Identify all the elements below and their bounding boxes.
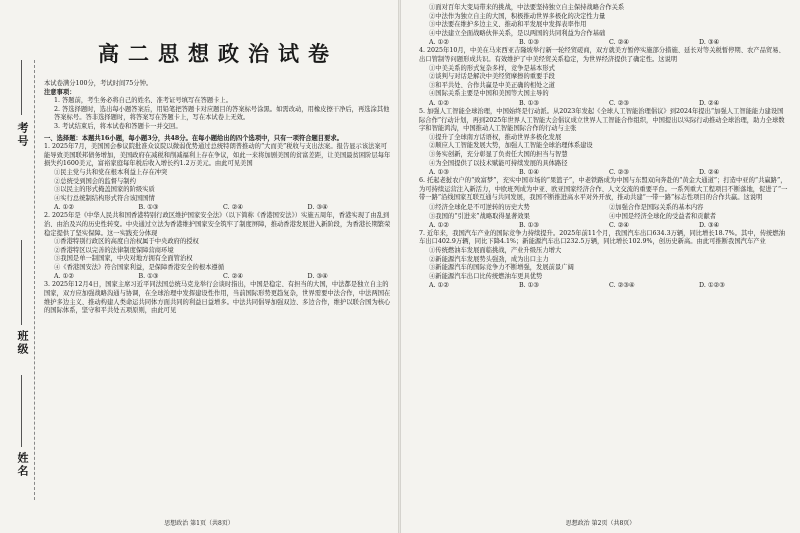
class-line <box>21 240 22 325</box>
exam-number-line <box>21 60 22 115</box>
exam-intro: 本试卷满分100分，考试时间75分钟。 <box>44 80 153 87</box>
option-d: D. ②④ <box>699 169 720 177</box>
page-1-footer: 思想政治 第1页（共8页） <box>164 520 234 527</box>
class-label: 班级 <box>16 330 29 356</box>
option-b: B. ①③ <box>519 99 539 107</box>
option-d: D. ①②③ <box>699 282 725 290</box>
note-item: 2. 答选择题时，选出每小题答案后，用铅笔把答题卡对应题目的答案标号涂黑。如需改动，用橡皮擦干净后，再选涂其他答案标号。答非选择题时，将答案写在答题卡上，写在本试卷上无效。 <box>54 105 390 122</box>
question-4-stem: 4. 2025年10月，中美在马来西亚吉隆坡举行新一轮经贸磋商，双方就美方暂停实施部分措施、延长对等关税暂停期、农产品贸易、出口管制等问题形成共识。有效维护了中美经贸关系稳定，为世界经济提供了确定性。这说明 <box>419 47 785 63</box>
option-d: D. ②④ <box>699 99 720 107</box>
note-item: 1. 答题前，考生务必将自己的姓名、准考证号填写在答题卡上。 <box>54 97 233 105</box>
q4-item: ③和平共处、合作共赢是中美正确的相处之道 <box>429 81 555 89</box>
option-c: C. ②④ <box>609 221 629 229</box>
q5-item: ④为全国提供了以技术赋能可持续发展的具体路径 <box>429 159 568 167</box>
option-a: A. ①② <box>54 204 74 212</box>
q1-item: ②总统受到国会的监督与制约 <box>54 177 136 185</box>
name-line <box>21 375 22 447</box>
q5-item: ②顺应人工智能发展大势，加强人工智能全球治理体系建设 <box>429 142 593 150</box>
question-6-stem: 6. 托起老挝农户的“致富梦”，充实中国市场的“果篮子”，中老铁路成为中国与东盟双向奔赴的“黄金大通道”；打造中亚的“共赢路”，为可持续运营注入新活力，中欧班列成为中亚、欧亚国家经济合作、人文交流的重要平台。一系列重大工程项目不断落地，促进了“一带一路”沿线国家互联互通与共同发展，我国不断推进高水平对外开放，推动共建“一带一路”标志性项目的合作共赢。这说明 <box>419 177 788 202</box>
q3-item: ②中法作为独立自主的大国，积极推动世界多极化的决定性力量 <box>429 12 606 20</box>
student-info-strip <box>8 60 36 500</box>
option-c: C. ②③④ <box>609 282 635 290</box>
q2-item: ④《香港国安法》符合国家利益，是保障香港安全的根本遵循 <box>54 263 225 271</box>
option-a: A. ①② <box>54 273 74 281</box>
q6-item: ①经济全球化是不可逆转的历史大势 <box>429 203 530 211</box>
option-c: C. ②④ <box>223 273 243 281</box>
exam-page-2 <box>401 0 800 533</box>
page-2-footer: 思想政治 第2页（共8页） <box>565 520 636 527</box>
note-item: 3. 考试结束后，将本试卷和答题卡一并交回。 <box>54 122 182 130</box>
q1-item: ①民主党与共和党在根本利益上存在冲突 <box>54 168 168 176</box>
exam-page-1 <box>0 0 398 533</box>
option-a: A. ①② <box>429 221 449 229</box>
q6-options <box>419 221 789 230</box>
q1-item: ④实行总统制结构形式符合该国国情 <box>54 194 155 202</box>
page-1-content <box>44 8 392 316</box>
question-3-stem: 3. 2025年12月4日，国家主席习近平同法国总统马克龙举行会谈时指出，中国是稳定、有担当的大国，中法都是独立自主的国家，双方应加强战略沟通与协调，在全球治理中发挥建设性作用，当前国际形势更趋复杂，世界需要中法合作，中法两国在维护多边主义、推动构建人类命运共同体方面共同的利益日益增多。中法共同倡导加强双边、多边合作，维护以联合国为核心的国际体系，坚守和平共处五项原则，由此可见 <box>44 281 391 315</box>
q2-item: ①香港特别行政区的高度自治权属于中央政府的授权 <box>54 238 199 246</box>
option-c: C. ②④ <box>223 204 243 212</box>
q5-options <box>419 168 789 177</box>
q5-item: ①提升了全球南方话语权，推动世界多极化发展 <box>429 133 562 141</box>
notes-heading: 注意事项： <box>44 88 76 96</box>
section-heading: 一、选择题：本题共16小题，每小题3分，共48分。在每小题给出的四个选项中，只有一项符合题目要求。 <box>44 134 343 142</box>
question-2-stem: 2. 2025年是《中华人民共和国香港特别行政区维护国家安全法》（以下简称《香港国安法》）实施五周年，香港实现了由乱到治、由治及兴的历史性转变。中央通过立法为香港维护国家安全筑牢了制度屏障，推动香港发展进入新阶段，为香港长期繁荣稳定提供了坚实保障。这一实践充分体现 <box>44 212 391 237</box>
q6-items-row-2 <box>419 212 789 221</box>
option-a: A. ①② <box>429 99 449 107</box>
q3-item: ①面对百年大变局带来的挑战，中法要坚持独立自主保持战略合作关系 <box>429 4 625 11</box>
q6-items-row-1 <box>419 203 789 212</box>
q2-item: ③我国是单一制国家，中央对地方拥有全面管治权 <box>54 255 193 263</box>
option-b: B. ①③ <box>519 39 539 47</box>
option-c: C. ②④ <box>609 39 629 47</box>
option-c: C. ②③ <box>609 99 629 107</box>
option-c: C. ②③ <box>609 169 629 177</box>
option-a: A. ①③ <box>429 169 449 177</box>
page-2-content <box>419 4 789 290</box>
exam-number-label: 考号 <box>16 122 29 148</box>
q4-item: ①中美关系的形式复杂多样，竞争是基本形式 <box>429 64 555 72</box>
option-a: A. ①② <box>429 39 449 47</box>
q3-item: ③中法要在维护多边主义、推动和平发展中发挥表率作用 <box>429 21 587 29</box>
question-5-stem: 5. 加强人工智能全球治理，中国始终是行动派。从2023年发起《全球人工智能治理倡议》到2024年提出“加强人工智能能力建设国际合作”行动计划，再到2025年世界人工智能大会倡议成立世界人工智能合作组织，中国提出以实际行动推动全球治理，助力全球数字和智能鸿沟，中国推动人工智能国际合作的行动与主张 <box>419 107 785 133</box>
q4-options <box>419 99 789 108</box>
option-b: B. ①③ <box>138 204 159 212</box>
option-b: B. ①③ <box>519 221 539 229</box>
option-b: B. ①③ <box>519 282 539 290</box>
q2-item: ②香港特区以完善的法律制度保障营商环境 <box>54 246 174 254</box>
q3-item: ④中法建立全面战略伙伴关系，是以两国的共同利益为合作基础 <box>429 29 606 37</box>
option-b: B. ①④ <box>519 169 539 177</box>
option-a: A. ①② <box>429 282 449 290</box>
q7-item: ④新能源汽车出口比传统燃油车更具优势 <box>429 272 543 280</box>
question-7-stem: 7. 近年来，我国汽车产业的国际竞争力持续提升。2025年前11个月，我国汽车出口634.3万辆，同比增长18.7%。其中，传统燃油车出口402.9万辆，同比下降4.1%；新能源汽车出口232.5万辆，同比增长102.9%，创历史新高。由此可推断我国汽车产业 <box>419 229 786 246</box>
q7-options <box>419 281 789 290</box>
q7-item: ③新能源汽车的国际竞争力不断增强，发展前景广阔 <box>429 264 574 272</box>
q7-item: ②新能源汽车发展势头强劲，成为出口主力 <box>429 255 549 263</box>
q6-item: ②加强合作是国际关系的基本内容 <box>609 203 704 211</box>
option-d: D. ③④ <box>699 221 720 229</box>
q4-item: ④国际关系主要是中国和美国等大国主导的 <box>429 90 549 98</box>
option-b: B. ①③ <box>138 273 159 281</box>
exam-title: 高二思想政治试卷 <box>98 42 338 66</box>
q5-item: ③务实创新，充分彰显了负责任大国的担当与智慧 <box>429 150 568 158</box>
q6-item: ④中国是经济全球化的受益者和贡献者 <box>609 212 717 220</box>
name-label: 姓名 <box>16 452 29 478</box>
q1-item: ③以民主的形式掩盖国家的阶级实质 <box>54 186 155 194</box>
q7-item: ①传统燃油车发展面临挑战，产业升级压力增大 <box>429 247 562 255</box>
option-d: D. ③④ <box>307 204 328 212</box>
q4-item: ②谈判与对话是解决中美经贸摩擦的重要手段 <box>429 73 555 81</box>
question-1-stem: 1. 2025年7月，美国国会参议院批准众议院以微弱优势通过总统特朗普推动的“大而美”税收与支出法案。报告显示该法案可能导致美国联邦债务增加，美国政府在减税和削减福利上存在争议，如此一来将加剧美国的贫富差距，让美国最贫困阶层每年损失约1600美元，富裕家庭每年税后收入增长约1.2万美元。由此可见美国 <box>44 143 391 168</box>
option-d: D. ③④ <box>307 273 328 281</box>
q1-options <box>44 203 392 212</box>
seal-line <box>34 60 35 500</box>
option-d: D. ③④ <box>699 39 720 47</box>
q6-item: ③我国的“引进来”战略取得显著效果 <box>429 212 530 220</box>
